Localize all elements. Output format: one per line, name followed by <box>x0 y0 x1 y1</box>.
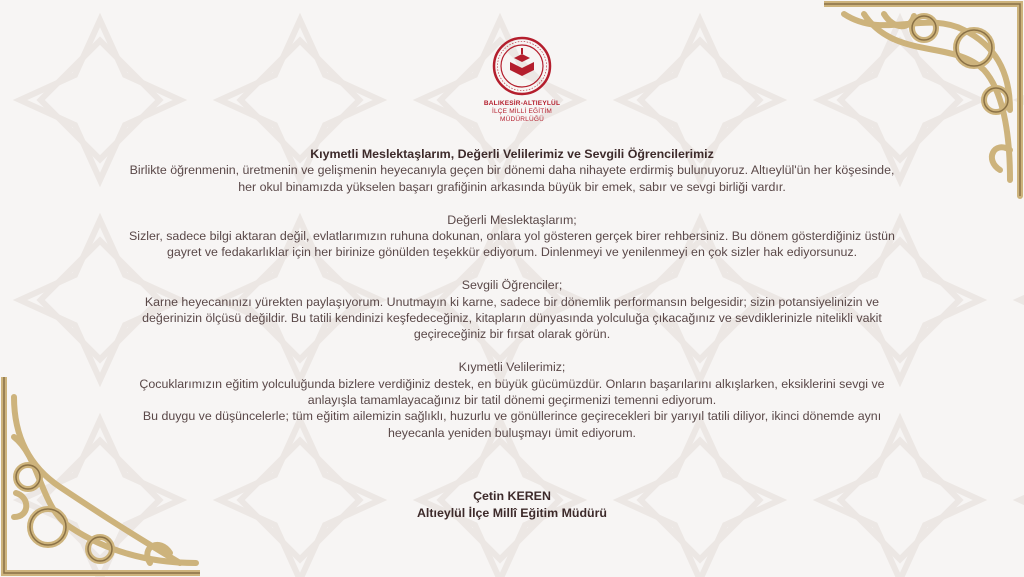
students-line-1: Karne heyecanınızı yürekten paylaşıyorum. Unutmayın ki karne, sadece bir dönemlik performansın belgesidir; sizin potansiyelinizin ve <box>144 294 880 309</box>
signatory-title: Altıeylül İlçe Millî Eğitim Müdürü <box>416 505 607 520</box>
ministry-seal-icon <box>492 36 552 96</box>
logo-text-city: BALIKESİR-ALTIEYLÜL <box>483 100 561 107</box>
teachers-line-1: Sizler, sadece bilgi aktaran değil, evlatlarımızın ruhuna dokunan, onlara yol gösteren gerçek birer rehbersiniz. Bu dönem gösterdiğiniz üstün <box>129 229 895 244</box>
students-heading: Sevgili Öğrenciler; <box>461 278 563 293</box>
logo-text-directorate: İLÇE MİLLİ EĞİTİM MÜDÜRLÜĞÜ <box>491 108 553 123</box>
teachers-line-2: gayret ve fedakarlıklar için her birinize gönülden teşekkür ediyorum. Dinlenmeyi ve yenilenmeyi en çok sizler hak ediyorsunuz. <box>166 245 858 260</box>
students-line-3: geçireceğiniz bir fırsat olarak görün. <box>413 327 611 342</box>
parents-line-1: Çocuklarımızın eğitim yolculuğunda bizlere verdiğiniz destek, en büyük gücümüzdür. Onların başarılarını alkışlarken, eksiklerini sevgi ve <box>139 376 885 391</box>
closing-line-1: Bu duygu ve düşüncelerle; tüm eğitim ailemizin sağlıklı, huzurlu ve gönüllerince geçirecekleri bir yarıyıl tatili diliyor, ikinci dönemde aynı <box>142 409 882 424</box>
letter-body <box>60 146 964 441</box>
teachers-heading: Değerli Meslektaşlarım; <box>447 212 577 227</box>
closing-line-2: heyecanla yeniden buluşmayı ümit ediyorum. <box>388 425 636 440</box>
intro-line-1: Birlikte öğrenmenin, üretmenin ve gelişmenin heyecanıyla geçen bir dönemi daha nihayete erdirmiş bulunuyoruz. Altıeylül'ün her köşesinde, <box>129 163 895 178</box>
signature-block <box>300 488 724 521</box>
parents-heading: Kıymetli Velilerimiz; <box>458 360 566 375</box>
intro-line-2: her okul binamızda yükselen başarı grafiğinin arkasında büyük bir emek, sabır ve sevgi birliği vardır. <box>238 179 786 194</box>
letter-title: Kıymetli Meslektaşlarım, Değerli Velilerimiz ve Sevgili Öğrencilerimiz <box>310 147 714 161</box>
institution-logo <box>472 36 572 124</box>
parents-line-2: anlayışla tamamlayacağınız bir tatil dönemi geçirmenizi temenni ediyorum. <box>307 393 717 408</box>
students-line-2: değerinizin ölçüsü değildir. Bu tatili kendinizi keşfedeceğiniz, kitapların dünyasında yolculuğa çıkacağınız ve sevdiklerinizle nitelikli vakit <box>142 311 882 326</box>
signatory-name: Çetin KEREN <box>473 489 551 503</box>
